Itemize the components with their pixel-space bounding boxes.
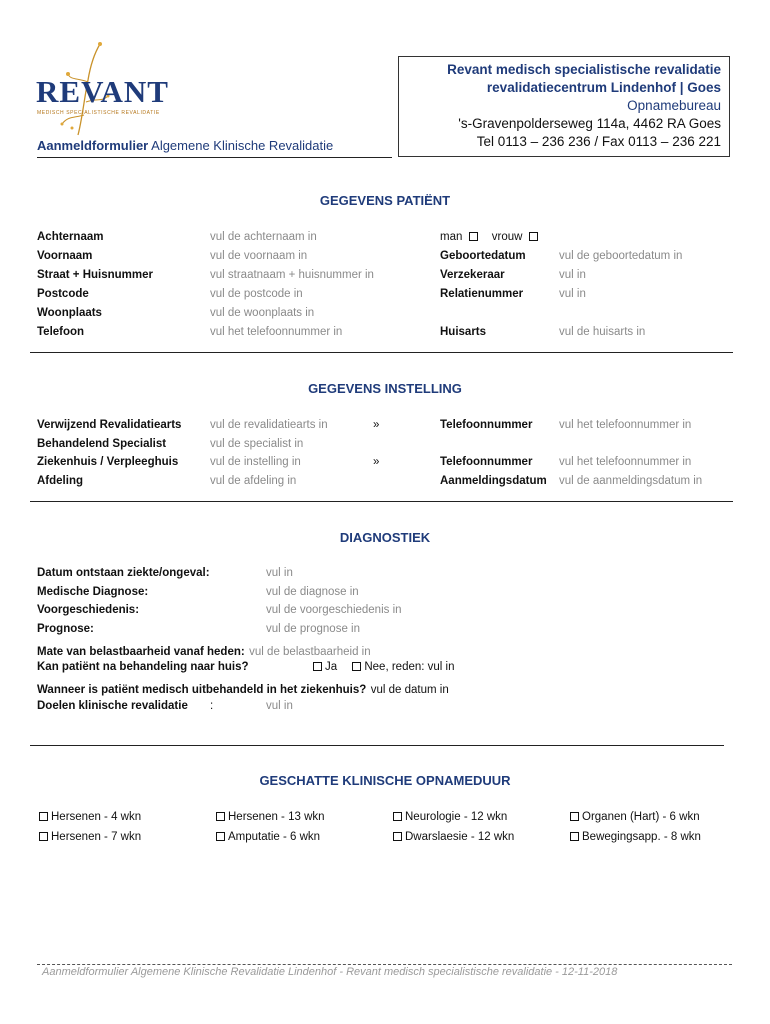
duur-option[interactable] bbox=[570, 811, 700, 823]
form-title-bold: Aanmeldformulier bbox=[37, 138, 149, 153]
field-value[interactable]: vul in bbox=[266, 567, 293, 579]
logo-subtitle: MEDISCH SPECIALISTISCHE REVALIDATIE bbox=[37, 110, 160, 116]
logo bbox=[36, 40, 171, 140]
checkbox[interactable] bbox=[216, 832, 225, 841]
logo-wordmark: REVANT bbox=[36, 74, 169, 109]
field-value[interactable]: vul de afdeling in bbox=[210, 475, 297, 487]
option-label: Hersenen - 4 wkn bbox=[51, 811, 142, 823]
field-label: Mate van belastbaarheid vanaf heden: bbox=[37, 646, 245, 658]
gender-vrouw-label: vrouw bbox=[491, 231, 523, 243]
field-value[interactable]: vul de postcode in bbox=[210, 288, 303, 300]
huis-ja-label: Ja bbox=[325, 661, 338, 673]
field-value[interactable]: vul de voorgeschiedenis in bbox=[266, 604, 402, 616]
duur-option[interactable] bbox=[393, 811, 507, 823]
checkbox[interactable] bbox=[393, 832, 402, 841]
field-value[interactable]: vul de datum in bbox=[370, 684, 449, 696]
field-label: Prognose: bbox=[37, 623, 94, 635]
checkbox[interactable] bbox=[570, 812, 579, 821]
field-value[interactable]: vul straatnaam + huisnummer in bbox=[210, 269, 374, 281]
section-title-patient: GEGEVENS PATIËNT bbox=[319, 193, 451, 208]
field-value[interactable]: vul de revalidatiearts in bbox=[210, 419, 328, 431]
patient-left-fields bbox=[37, 231, 417, 345]
field-value[interactable]: vul de achternaam in bbox=[210, 231, 317, 243]
uitbehandeld-row bbox=[37, 680, 449, 698]
field-label: Datum ontstaan ziekte/ongeval: bbox=[37, 567, 210, 579]
field-value[interactable]: vul het telefoonnummer in bbox=[559, 419, 692, 431]
field-label: Doelen klinische revalidatie bbox=[37, 700, 188, 712]
section-divider bbox=[30, 352, 733, 353]
field-label: Telefoonnummer bbox=[440, 456, 533, 468]
field-label: Voornaam bbox=[37, 250, 93, 262]
field-label: Wanneer is patiënt medisch uitbehandeld in het ziekenhuis? bbox=[37, 684, 367, 696]
footer-rule bbox=[37, 964, 732, 965]
checkbox[interactable] bbox=[393, 812, 402, 821]
field-label: Telefoon bbox=[37, 326, 85, 338]
field-value[interactable]: vul het telefoonnummer in bbox=[210, 326, 343, 338]
arrow-marker: » bbox=[373, 419, 380, 431]
huis-nee-label: Nee, reden: vul in bbox=[364, 661, 455, 673]
field-row bbox=[37, 250, 417, 269]
field-value[interactable]: vul de geboortedatum in bbox=[559, 250, 683, 262]
section-divider bbox=[30, 745, 724, 746]
field-label: Huisarts bbox=[440, 326, 487, 338]
address-street: 's-Gravenpolderseweg 114a, 4462 RA Goes bbox=[458, 116, 721, 131]
field-row bbox=[37, 269, 417, 288]
option-label: Hersenen - 13 wkn bbox=[228, 811, 325, 823]
field-label: Voorgeschiedenis: bbox=[37, 604, 140, 616]
section-divider bbox=[30, 501, 733, 502]
field-value[interactable]: vul het telefoonnummer in bbox=[559, 456, 692, 468]
huis-options bbox=[313, 661, 455, 673]
section-title-diagnostiek: DIAGNOSTIEK bbox=[339, 530, 431, 545]
field-value[interactable]: vul in bbox=[559, 288, 586, 300]
option-label: Bewegingsapp. - 8 wkn bbox=[582, 831, 701, 843]
field-label: Straat + Huisnummer bbox=[37, 269, 153, 281]
field-row bbox=[37, 288, 417, 307]
option-label: Neurologie - 12 wkn bbox=[405, 811, 508, 823]
address-org: Revant medisch specialistische revalidatie bbox=[447, 62, 721, 77]
field-value[interactable]: vul de belastbaarheid in bbox=[249, 646, 371, 658]
field-value[interactable]: vul de instelling in bbox=[210, 456, 301, 468]
section-title-instelling: GEGEVENS INSTELLING bbox=[308, 381, 462, 396]
field-value[interactable]: vul de diagnose in bbox=[266, 586, 359, 598]
duur-option[interactable] bbox=[570, 831, 701, 843]
address-box bbox=[398, 56, 730, 157]
duur-option[interactable] bbox=[39, 811, 141, 823]
checkbox[interactable] bbox=[216, 812, 225, 821]
field-row bbox=[37, 326, 417, 345]
option-label: Amputatie - 6 wkn bbox=[228, 831, 321, 843]
form-title bbox=[37, 138, 333, 153]
field-label: Geboortedatum bbox=[440, 250, 526, 262]
belastbaarheid-row bbox=[37, 642, 371, 660]
address-department: Opnamebureau bbox=[627, 98, 721, 113]
field-value[interactable]: vul de huisarts in bbox=[559, 326, 646, 338]
option-label: Hersenen - 7 wkn bbox=[51, 831, 142, 843]
huis-ja-checkbox[interactable] bbox=[313, 662, 322, 671]
option-label: Dwarslaesie - 12 wkn bbox=[405, 831, 515, 843]
gender-man-checkbox[interactable] bbox=[469, 232, 478, 241]
field-colon: : bbox=[210, 700, 214, 712]
field-value[interactable]: vul de aanmeldingsdatum in bbox=[559, 475, 703, 487]
field-label: Verwijzend Revalidatiearts bbox=[37, 419, 182, 431]
field-value[interactable]: vul de woonplaats in bbox=[210, 307, 315, 319]
field-label: Behandelend Specialist bbox=[37, 438, 167, 450]
section-title-opnameduur: GESCHATTE KLINISCHE OPNAMEDUUR bbox=[259, 773, 511, 788]
arrow-marker: » bbox=[373, 456, 380, 468]
field-label: Afdeling bbox=[37, 475, 83, 487]
field-label: Aanmeldingsdatum bbox=[440, 475, 547, 487]
checkbox[interactable] bbox=[39, 832, 48, 841]
field-label: Kan patiënt na behandeling naar huis? bbox=[37, 661, 249, 673]
field-label: Woonplaats bbox=[37, 307, 102, 319]
field-value[interactable]: vul de prognose in bbox=[266, 623, 360, 635]
gender-options bbox=[440, 231, 541, 243]
form-title-rest: Algemene Klinische Revalidatie bbox=[148, 138, 334, 153]
field-label: Achternaam bbox=[37, 231, 104, 243]
field-label: Verzekeraar bbox=[440, 269, 505, 281]
field-value[interactable]: vul de specialist in bbox=[210, 438, 304, 450]
field-value[interactable]: vul in bbox=[266, 700, 293, 712]
duur-option[interactable] bbox=[216, 831, 320, 843]
gender-vrouw-checkbox[interactable] bbox=[529, 232, 538, 241]
duur-option[interactable] bbox=[39, 831, 141, 843]
footer-text: Aanmeldformulier Algemene Klinische Revalidatie Lindenhof - Revant medisch specialistische revalidatie - 12-11-2018 bbox=[42, 966, 618, 978]
field-label: Ziekenhuis / Verpleeghuis bbox=[37, 456, 179, 468]
address-phone: Tel 0113 – 236 236 / Fax 0113 – 236 221 bbox=[476, 134, 721, 149]
field-row bbox=[37, 231, 417, 250]
checkbox[interactable] bbox=[39, 812, 48, 821]
field-value[interactable]: vul de voornaam in bbox=[210, 250, 308, 262]
option-label: Organen (Hart) - 6 wkn bbox=[582, 811, 700, 823]
huis-nee-checkbox[interactable] bbox=[352, 662, 361, 671]
duur-option[interactable] bbox=[216, 811, 325, 823]
gender-man-label: man bbox=[440, 231, 463, 243]
field-label: Telefoonnummer bbox=[440, 419, 533, 431]
field-label: Medische Diagnose: bbox=[37, 586, 149, 598]
field-label: Postcode bbox=[37, 288, 89, 300]
field-row bbox=[37, 307, 417, 326]
address-location: revalidatiecentrum Lindenhof | Goes bbox=[486, 80, 721, 95]
duur-option[interactable] bbox=[393, 831, 514, 843]
field-label: Relatienummer bbox=[440, 288, 524, 300]
checkbox[interactable] bbox=[570, 832, 579, 841]
field-value[interactable]: vul in bbox=[559, 269, 586, 281]
header-rule bbox=[37, 157, 392, 158]
